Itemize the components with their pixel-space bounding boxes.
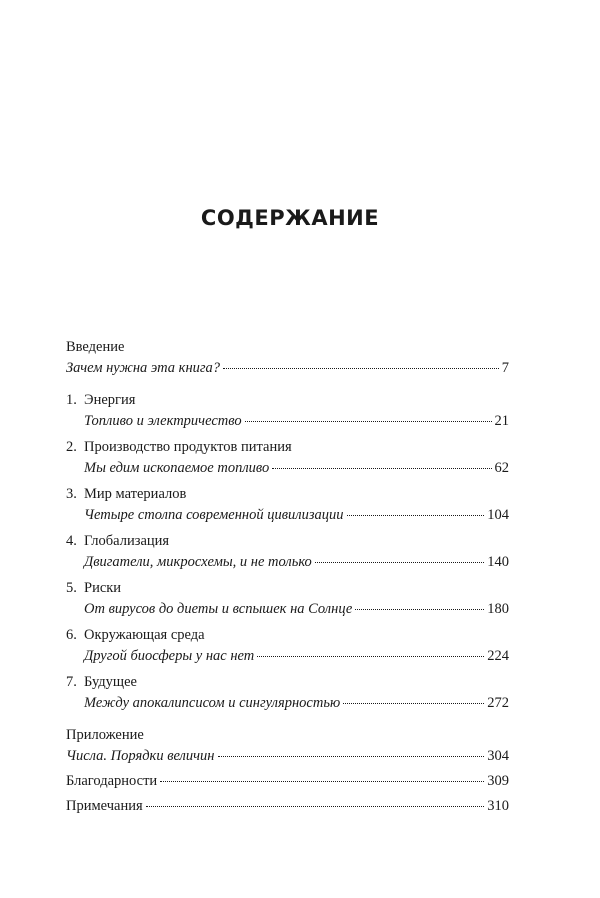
- chapter-heading: [66, 483, 509, 505]
- chapter-block: [66, 436, 509, 479]
- dot-leader: [272, 465, 491, 469]
- chapter-subtitle: Четыре столпа современной цивилизации: [84, 507, 344, 523]
- acknowledgements-label: Благодарности: [66, 773, 158, 789]
- chapter-block: [66, 389, 509, 432]
- page-title: СОДЕРЖАНИЕ: [200, 206, 380, 230]
- chapter-title: Производство продуктов питания: [84, 439, 292, 455]
- appendix-subtitle: Числа. Порядки величин: [66, 748, 215, 764]
- chapter-subtitle: От вирусов до диеты и вспышек на Солнце: [84, 601, 353, 617]
- chapter-heading: [66, 436, 509, 458]
- chapter-title: Энергия: [84, 392, 136, 408]
- toc-entry-appendix[interactable]: [66, 746, 509, 767]
- chapter-block: [66, 530, 509, 573]
- toc-entry-chapter[interactable]: [66, 599, 509, 620]
- toc-entry-chapter[interactable]: [66, 458, 509, 479]
- chapter-heading: [66, 530, 509, 552]
- chapter-subtitle: Топливо и электричество: [84, 413, 242, 429]
- notes-label: Примечания: [66, 798, 143, 814]
- chapter-heading: [66, 671, 509, 693]
- chapter-heading: [66, 624, 509, 646]
- intro-page: 7: [501, 360, 509, 376]
- toc-entry-notes[interactable]: [66, 796, 509, 817]
- chapter-block: [66, 671, 509, 714]
- chapter-title: Окружающая среда: [84, 627, 205, 643]
- dot-leader: [355, 606, 484, 610]
- chapter-heading: [66, 389, 509, 411]
- chapter-title: Глобализация: [84, 533, 170, 549]
- chapter-page: 180: [487, 601, 509, 617]
- appendix-page: 304: [487, 748, 509, 764]
- toc-entry-chapter[interactable]: [66, 411, 509, 432]
- toc-entry-chapter[interactable]: [66, 552, 509, 573]
- chapter-page: 62: [494, 460, 509, 476]
- dot-leader: [245, 418, 492, 422]
- chapter-number: 1.: [66, 392, 77, 408]
- toc-entry-chapter[interactable]: [66, 646, 509, 667]
- table-of-contents: [66, 336, 509, 817]
- chapter-title: Мир материалов: [84, 486, 187, 502]
- chapter-number: 4.: [66, 533, 77, 549]
- chapter-page: 140: [487, 554, 509, 570]
- intro-heading: Введение: [66, 339, 125, 355]
- acknowledgements-page: 309: [487, 773, 509, 789]
- chapter-number: 7.: [66, 674, 77, 690]
- toc-entry-chapter[interactable]: [66, 505, 509, 526]
- chapter-block: [66, 624, 509, 667]
- dot-leader: [315, 559, 484, 563]
- chapter-title: Риски: [84, 580, 122, 596]
- appendix-heading: Приложение: [66, 727, 144, 743]
- chapter-page: 272: [487, 695, 509, 711]
- intro-subtitle: Зачем нужна эта книга?: [66, 360, 221, 376]
- chapter-title: Будущее: [84, 674, 137, 690]
- toc-entry-intro[interactable]: [66, 358, 509, 379]
- chapter-block: [66, 577, 509, 620]
- chapter-subtitle: Другой биосферы у нас нет: [84, 648, 255, 664]
- chapter-number: 5.: [66, 580, 77, 596]
- dot-leader: [146, 803, 485, 807]
- chapter-page: 104: [487, 507, 509, 523]
- dot-leader: [218, 753, 485, 757]
- chapter-list: [66, 389, 509, 714]
- notes-page: 310: [487, 798, 509, 814]
- chapter-subtitle: Между апокалипсисом и сингулярностью: [84, 695, 341, 711]
- dot-leader: [257, 653, 484, 657]
- chapter-number: 2.: [66, 439, 77, 455]
- chapter-number: 3.: [66, 486, 77, 502]
- dot-leader: [347, 512, 485, 516]
- dot-leader: [223, 365, 499, 369]
- chapter-subtitle: Двигатели, микросхемы, и не только: [84, 554, 312, 570]
- toc-entry-chapter[interactable]: [66, 693, 509, 714]
- chapter-page: 21: [494, 413, 509, 429]
- dot-leader: [343, 700, 484, 704]
- chapter-heading: [66, 577, 509, 599]
- dot-leader: [160, 778, 484, 782]
- toc-entry-acknowledgements[interactable]: [66, 771, 509, 792]
- chapter-number: 6.: [66, 627, 77, 643]
- chapter-page: 224: [487, 648, 509, 664]
- chapter-block: [66, 483, 509, 526]
- chapter-subtitle: Мы едим ископаемое топливо: [84, 460, 270, 476]
